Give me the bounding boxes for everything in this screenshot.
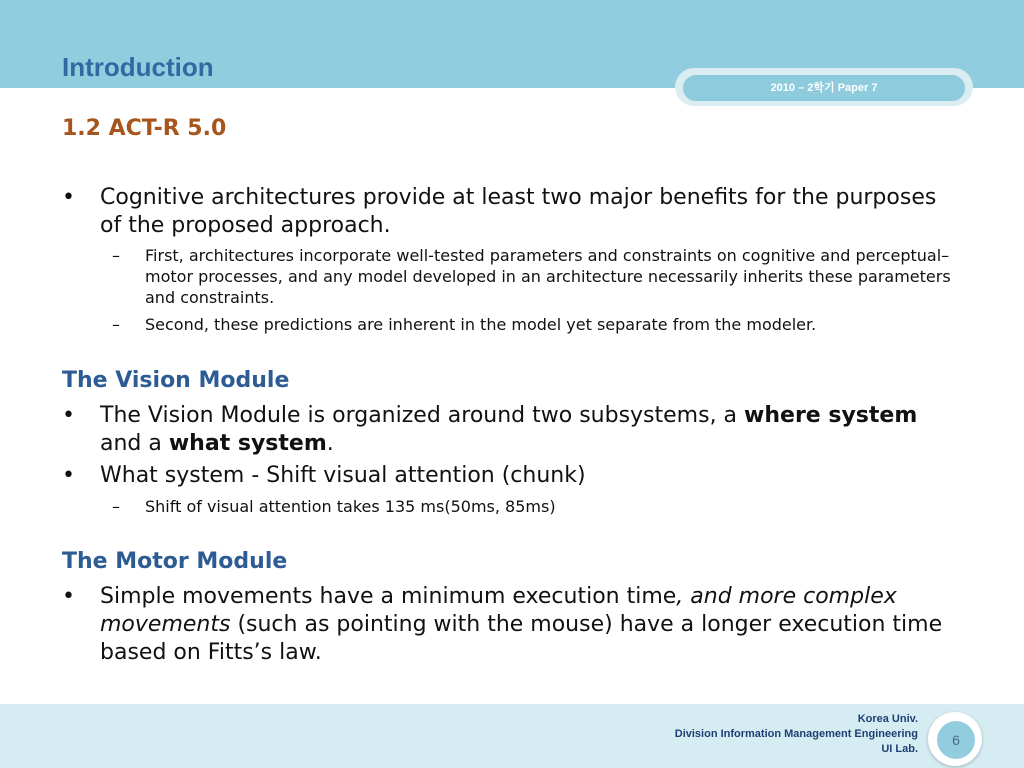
sub-bullet-shift [112, 496, 957, 517]
bullet-text [100, 402, 962, 458]
section-heading-actr: 1.2 ACT-R 5.0 [62, 116, 227, 141]
what-system-term: what system [168, 431, 327, 456]
section-heading-vision: The Vision Module [62, 368, 290, 393]
sub-bullet-text: Second, these predictions are inherent in the model yet separate from the modeler. [145, 315, 817, 334]
paper-tag: 2010 – 2학기 Paper 7 [683, 75, 965, 101]
bullet-text [100, 583, 962, 667]
dash-mark: – [112, 497, 120, 516]
section-heading-motor: The Motor Module [62, 549, 288, 574]
footer-affiliation [675, 712, 918, 757]
sub-bullet-text: Shift of visual attention takes 135 ms(50ms, 85ms) [145, 497, 556, 516]
slide-title: Introduction [62, 52, 214, 82]
italic-run: , and more complex movements [100, 584, 897, 637]
bullet-what-system [62, 462, 962, 490]
sub-bullet-text: First, architectures incorporate well-tested parameters and constraints on cognitive and perceptual–motor processes, and any model developed in an architecture necessarily inherits these parameters and constraints. [145, 246, 951, 307]
page-number: 6 [937, 721, 975, 759]
dash-mark: – [112, 246, 120, 265]
text-run: (such as pointing with the mouse) have a longer execution time based on Fitts’s law. [100, 612, 943, 665]
bullet-text: Cognitive architectures provide at least two major benefits for the purposes of the proposed approach. [100, 185, 937, 238]
bullet-motor-movements [62, 583, 962, 667]
dash-mark: – [112, 315, 120, 334]
text-run: and a [100, 431, 169, 456]
text-run: The Vision Module is organized around two subsystems, a [100, 403, 745, 428]
bullet-vision-subsystems [62, 402, 962, 458]
footer-division: Division Information Management Engineering [674, 728, 918, 740]
bullet-benefits [62, 184, 962, 240]
bullet-mark: • [62, 403, 75, 428]
text-run: Simple movements have a minimum execution time [100, 584, 677, 609]
where-system-term: where system [744, 403, 918, 428]
bullet-mark: • [62, 463, 75, 488]
bullet-mark: • [62, 185, 75, 210]
sub-bullet-first [112, 245, 957, 308]
bullet-mark: • [62, 584, 75, 609]
bullet-text: What system - Shift visual attention (chunk) [100, 463, 586, 488]
footer-university: Korea Univ. [857, 713, 918, 725]
sub-bullet-second [112, 314, 957, 335]
text-run: . [326, 431, 334, 456]
footer-lab: UI Lab. [881, 743, 918, 755]
